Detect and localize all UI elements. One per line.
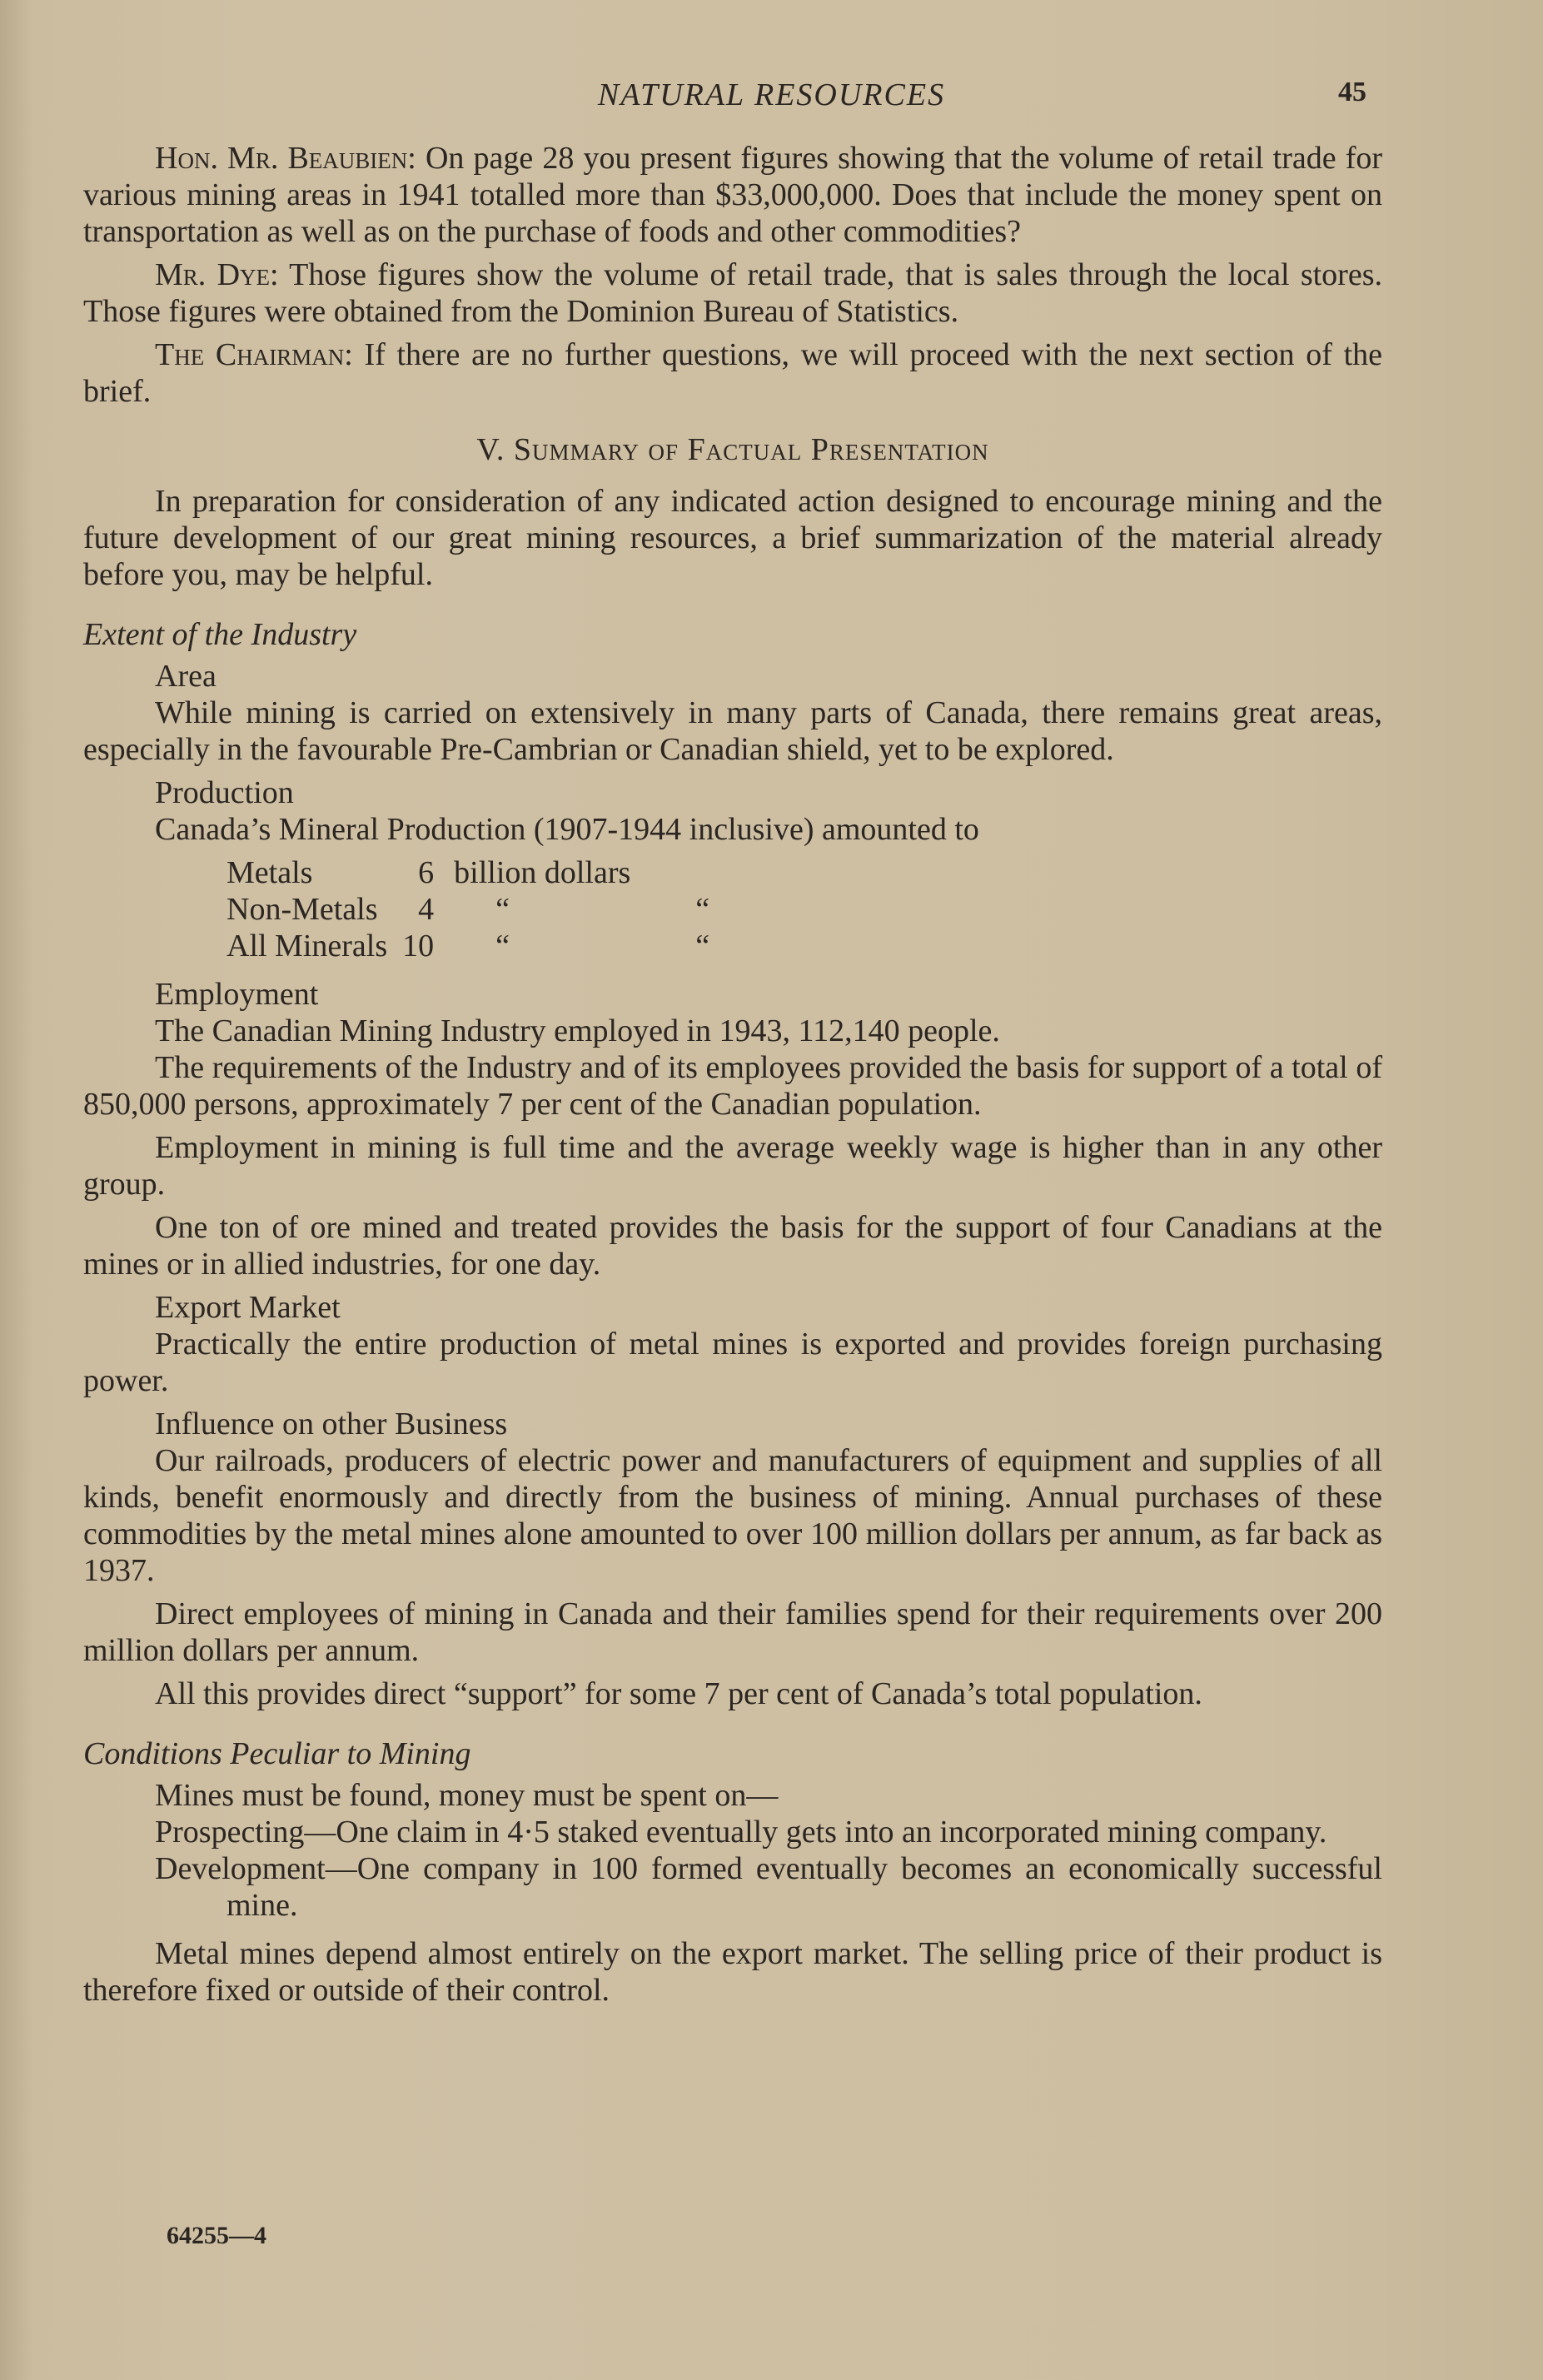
mineral-unit: “ [495, 892, 510, 927]
mineral-name: Non-Metals [226, 892, 378, 927]
mineral-ditto: “ [695, 929, 710, 963]
production-table [226, 854, 724, 964]
paragraph-area: While mining is carried on extensively in many parts of Canada, there remains great areas, especially in the favourable Pre-Cambrian or Canadian shield, yet to be explored. [83, 695, 1382, 767]
paragraph-beaubien [83, 140, 1382, 250]
paragraph-employment-1: The Canadian Mining Industry employed in 1943, 112,140 people. [155, 1013, 1000, 1048]
speech-chairman: If there are no further questions, we will proceed with the next section of the brief. [83, 337, 1382, 409]
speaker-beaubien: Hon. Mr. Beaubien: [155, 141, 416, 176]
mineral-value: 4 [418, 892, 435, 927]
speech-dye: Those figures show the volume of retail trade, that is sales through the local stores. Those figures were obtained from the Dominion Bureau of Statistics. [83, 257, 1382, 329]
paragraph-employment-2: The requirements of the Industry and of its employees provided the basis for support of a total of 850,000 persons, approximately 7 per cent of the Canadian population. [83, 1050, 1382, 1122]
paragraph-influence-2: Direct employees of mining in Canada and their families spend for their requirements over 200 million dollars per annum. [83, 1596, 1382, 1668]
mineral-ditto [645, 854, 724, 891]
section-intro: In preparation for consideration of any indicated action designed to encourage mining and the future development of our great mining resources, a brief summarization of the material already before you, may be helpful. [83, 484, 1382, 592]
label-export: Export Market [155, 1290, 341, 1325]
label-influence: Influence on other Business [155, 1407, 508, 1441]
mineral-unit: billion dollars [454, 855, 631, 890]
subhead-conditions: Conditions Peculiar to Mining [83, 1736, 471, 1771]
paragraph-influence-3: All this provides direct “support” for some 7 per cent of Canada’s total population. [155, 1676, 1202, 1711]
paragraph-conditions-intro: Mines must be found, money must be spent on— [155, 1778, 779, 1813]
paragraph-conditions-closing: Metal mines depend almost entirely on the export market. The selling price of their product is therefore fixed or outside of their control. [83, 1936, 1382, 2008]
paragraph-production: Canada’s Mineral Production (1907-1944 inclusive) amounted to [155, 812, 979, 847]
paragraph-export: Practically the entire production of metal mines is exported and provides foreign purchasing power. [83, 1327, 1382, 1398]
speaker-chairman: The Chairman: [155, 337, 353, 372]
label-area: Area [155, 659, 217, 694]
running-head [0, 77, 1543, 118]
paragraph-chairman [83, 336, 1382, 410]
running-title: NATURAL RESOURCES [597, 77, 946, 112]
paragraph-employment-4: One ton of ore mined and treated provides the basis for the support of four Canadians at the mines or in allied industries, for one day. [83, 1210, 1382, 1282]
mineral-unit: “ [495, 929, 510, 963]
table-row [226, 928, 724, 964]
page-body [83, 140, 1382, 2015]
item-development: Development—One company in 100 formed eventually becomes an economically successful mine. [155, 1851, 1382, 1923]
section-heading: V. Summary of Factual Presentation [476, 432, 989, 467]
table-row [226, 891, 724, 928]
subhead-extent: Extent of the Industry [83, 617, 357, 652]
mineral-name: Metals [226, 855, 313, 890]
paragraph-dye [83, 256, 1382, 330]
mineral-name: All Minerals [226, 929, 388, 963]
mineral-value: 10 [402, 929, 435, 963]
speech-beaubien: On page 28 you present figures showing that the volume of retail trade for various mining areas in 1941 totalled more than $33,000,000. Does that include the money spent on transportation as well as on the purchase of foods and other commodities? [83, 141, 1383, 249]
speaker-dye: Mr. Dye: [155, 257, 279, 292]
label-production: Production [155, 775, 294, 810]
paragraph-influence-1: Our railroads, producers of electric power and manufacturers of equipment and supplies of all kinds, benefit enormously and directly from the business of mining. Annual purchases of these commodities by the metal mines alone amounted to over 100 million dollars per annum, as far back as 1937. [83, 1443, 1382, 1588]
paragraph-employment-3: Employment in mining is full time and the average weekly wage is higher than in any other group. [83, 1130, 1382, 1202]
item-prospecting: Prospecting—One claim in 4·5 staked eventually gets into an incorporated mining company. [155, 1815, 1327, 1850]
table-row [226, 854, 724, 891]
printer-signature: 64255—4 [167, 2222, 266, 2249]
label-employment: Employment [155, 977, 319, 1012]
mineral-ditto: “ [695, 892, 710, 927]
page-number: 45 [1338, 77, 1366, 107]
mineral-value: 6 [418, 855, 435, 890]
